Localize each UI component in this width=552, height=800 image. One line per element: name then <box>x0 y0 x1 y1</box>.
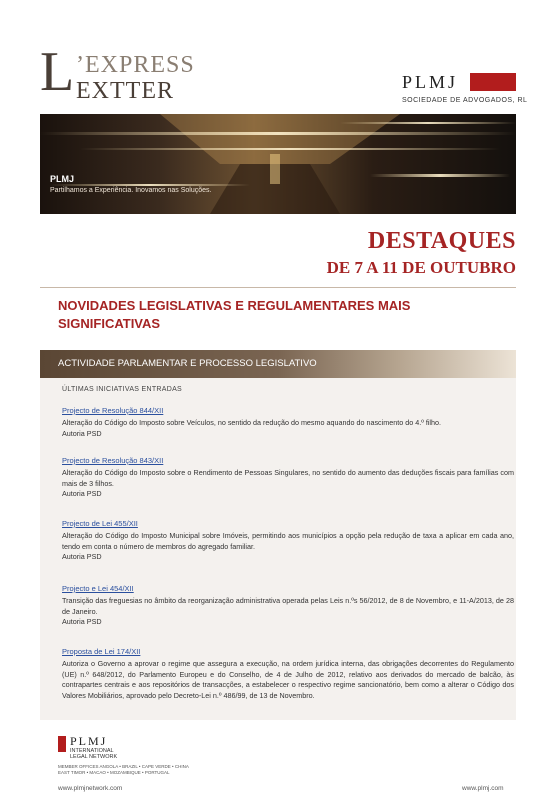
initiative-description: Transição das freguesias no âmbito da reorganização administrativa operada pelas Leis n.ºs 56/2012, de 8 de Novembro, e 11-A/2013, de 28 de Janeiro. <box>62 596 514 616</box>
footer-offices-line1: MEMBER OFFICES ANGOLA • BRAZIL • CAPE VERDE • CHINA <box>58 764 189 769</box>
footer-network-line2: LEGAL NETWORK <box>70 754 118 760</box>
footer-logo-mark <box>58 736 66 752</box>
section-heading-novidades: NOVIDADES LEGISLATIVAS E REGULAMENTARES MAIS SIGNIFICATIVAS <box>58 298 411 331</box>
destaques-date: DE 7 A 11 DE OUTUBRO <box>326 258 516 277</box>
banner-graphic <box>40 114 516 214</box>
initiative-author: Autoria PSD <box>62 428 102 438</box>
subsection-heading: ÚLTIMAS INICIATIVAS ENTRADAS <box>62 386 183 393</box>
list-item <box>62 406 514 439</box>
brand-logo-express: ’EXPRESS <box>76 52 195 78</box>
initiative-link[interactable]: Projecto de Lei 455/XII <box>62 519 138 528</box>
footer-network-line1: INTERNATIONAL <box>70 748 114 754</box>
banner-image <box>40 114 516 214</box>
initiative-link[interactable]: Projecto de Resolução 843/XII <box>62 456 164 465</box>
list-item <box>62 456 514 500</box>
initiative-description: Alteração do Código do Imposto sobre o Rendimento de Pessoas Singulares, no sentido do aumento das deduções fiscais para famílias com mais de 3 filhos. <box>62 468 514 488</box>
banner-title: PLMJ <box>50 174 75 184</box>
initiative-link[interactable]: Projecto de Resolução 844/XII <box>62 406 164 415</box>
footer-website[interactable]: www.plmj.com <box>462 785 504 792</box>
brand-logo-extter: EXTTER <box>76 78 174 104</box>
initiative-description: Alteração do Código do Imposto Municipal sobre Imóveis, permitindo aos municípios a opção pela redução de taxa a aplicar em cada ano, tendo em conta o número de membros do agregado familiar. <box>62 531 514 551</box>
list-item <box>62 519 514 563</box>
footer-logo-name: PLMJ <box>70 734 108 748</box>
initiative-description: Autoriza o Governo a aprovar o regime que assegura a execução, na ordem jurídica interna, das obrigações decorrentes do Regulamento (UE) n.º 648/2012, do Parlamento Europeu e do Conselho, de 4 de Julho de 2012, relativo aos derivados do mercado de balcão, às contrapartes centrais e aos repositórios de transacções, a estabelecer o respectivo regime sancionatório, bem como a alterar o Código dos Valores Mobiliários, aprovado pelo Decreto-Lei n.º 486/99, de 13 de Novembro. <box>62 659 514 700</box>
initiative-author: Autoria PSD <box>62 552 102 562</box>
firm-logo-subtitle: SOCIEDADE DE ADVOGADOS, RL <box>402 97 528 104</box>
footer-website-network[interactable]: www.plmjnetwork.com <box>58 785 123 792</box>
footer-offices <box>58 764 218 775</box>
initiative-author: Autoria PSD <box>62 617 102 627</box>
initiative-description: Alteração do Código do Imposto sobre Veículos, no sentido da redução do mesmo aquando do nascimento do 4.º filho. <box>62 418 442 428</box>
firm-logo-name: PLMJ <box>402 72 459 92</box>
footer-network-label <box>70 748 117 760</box>
footer-offices-line2: EAST TIMOR • MACAO • MOZAMBIQUE • PORTUGAL <box>58 769 170 775</box>
divider <box>40 287 516 288</box>
list-item <box>62 647 514 701</box>
firm-logo-red-block <box>470 73 516 91</box>
initiative-link[interactable]: Proposta de Lei 174/XII <box>62 647 141 656</box>
initiative-link[interactable]: Projecto e Lei 454/XII <box>62 584 134 593</box>
brand-logo-letter: L <box>40 41 75 103</box>
initiative-author: Autoria PSD <box>62 489 102 499</box>
list-item <box>62 584 514 628</box>
banner-tagline: Partilhamos a Experiência. Inovamos nas Soluções. <box>50 187 212 194</box>
destaques-title: DESTAQUES <box>367 228 516 254</box>
section-bar-title: ACTIVIDADE PARLAMENTAR E PROCESSO LEGISLATIVO <box>58 358 317 369</box>
